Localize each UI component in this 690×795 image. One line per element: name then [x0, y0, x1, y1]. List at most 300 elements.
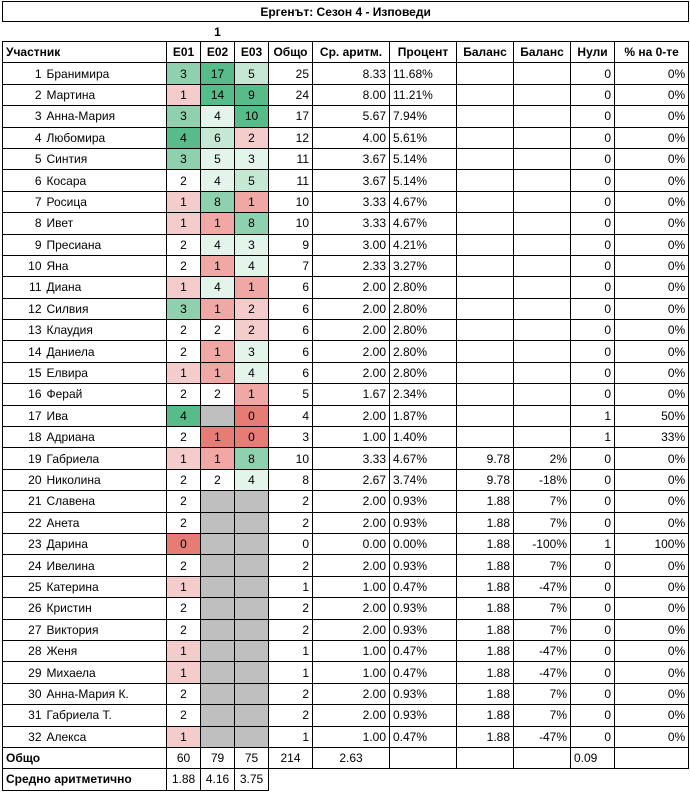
row-average: 1.00	[313, 640, 390, 661]
episode-1-count: 3	[167, 148, 201, 169]
row-total: 17	[269, 106, 313, 127]
row-total: 6	[269, 341, 313, 362]
episode-1-count: 1	[167, 191, 201, 212]
row-index: 25	[3, 576, 44, 597]
row-index: 26	[3, 598, 44, 619]
episode-1-count: 1	[167, 84, 201, 105]
row-balance-1	[457, 84, 514, 105]
row-zero-percent: 50%	[615, 405, 689, 426]
episode-2-count: 1	[201, 427, 235, 448]
row-balance-2	[514, 298, 571, 319]
header-participant: Участник	[3, 42, 167, 63]
row-balance-2: 7%	[514, 619, 571, 640]
episode-3-count	[235, 555, 269, 576]
total-sum: 214	[269, 747, 313, 768]
row-zeros: 1	[571, 405, 615, 426]
participant-row	[3, 469, 689, 490]
participant-row	[3, 84, 689, 105]
row-balance-1	[457, 170, 514, 191]
row-total: 6	[269, 298, 313, 319]
row-balance-2	[514, 255, 571, 276]
episode-1-count: 1	[167, 213, 201, 234]
row-zeros: 0	[571, 84, 615, 105]
row-balance-1: 1.88	[457, 576, 514, 597]
participant-row	[3, 234, 689, 255]
episode-2-count: 4	[201, 170, 235, 191]
participant-name: Клаудия	[44, 320, 167, 341]
episode-3-count: 5	[235, 63, 269, 84]
total-e02: 79	[201, 747, 235, 768]
participant-row	[3, 106, 689, 127]
episode-1-count: 1	[167, 640, 201, 661]
episode-2-count	[201, 662, 235, 683]
row-percent: 0.00%	[390, 533, 457, 554]
episode-2-count: 1	[201, 362, 235, 383]
participant-name: Габриела	[44, 448, 167, 469]
episode-1-count: 2	[167, 705, 201, 726]
participant-name: Синтия	[44, 148, 167, 169]
participant-name: Анета	[44, 512, 167, 533]
episode-3-count	[235, 619, 269, 640]
row-percent: 0.47%	[390, 640, 457, 661]
episode-1-count: 3	[167, 298, 201, 319]
participant-name: Габриела Т.	[44, 705, 167, 726]
row-zeros: 0	[571, 705, 615, 726]
row-percent: 2.80%	[390, 277, 457, 298]
row-percent: 2.80%	[390, 341, 457, 362]
row-balance-1: 1.88	[457, 598, 514, 619]
row-zero-percent: 0%	[615, 170, 689, 191]
episode-1-count: 3	[167, 63, 201, 84]
participant-name: Диана	[44, 277, 167, 298]
episode-3-count	[235, 640, 269, 661]
row-index: 12	[3, 298, 44, 319]
episode-1-count: 2	[167, 427, 201, 448]
row-index: 5	[3, 148, 44, 169]
participant-name: Ферай	[44, 384, 167, 405]
episode-1-count: 2	[167, 469, 201, 490]
episode-2-count: 14	[201, 84, 235, 105]
episode-1-count: 2	[167, 320, 201, 341]
row-zeros: 0	[571, 320, 615, 341]
row-balance-1	[457, 234, 514, 255]
episode-1-count: 2	[167, 255, 201, 276]
episode-3-count	[235, 533, 269, 554]
row-balance-2: 7%	[514, 512, 571, 533]
row-average: 2.00	[313, 362, 390, 383]
row-zeros: 0	[571, 148, 615, 169]
row-average: 2.67	[313, 469, 390, 490]
participant-row	[3, 298, 689, 319]
row-balance-2: 7%	[514, 555, 571, 576]
episode-2-count	[201, 491, 235, 512]
row-average: 1.00	[313, 726, 390, 747]
row-zero-percent: 0%	[615, 662, 689, 683]
averages-row	[3, 769, 689, 790]
row-percent: 0.47%	[390, 662, 457, 683]
row-zero-percent: 0%	[615, 683, 689, 704]
episode-3-count: 9	[235, 84, 269, 105]
row-average: 8.33	[313, 63, 390, 84]
row-zero-percent: 0%	[615, 469, 689, 490]
row-index: 31	[3, 705, 44, 726]
row-average: 3.33	[313, 213, 390, 234]
row-zeros: 0	[571, 191, 615, 212]
participant-row	[3, 619, 689, 640]
row-total: 11	[269, 170, 313, 191]
row-zero-percent: 0%	[615, 512, 689, 533]
episode-1-count: 2	[167, 512, 201, 533]
row-average: 3.67	[313, 148, 390, 169]
participant-row	[3, 662, 689, 683]
row-total: 6	[269, 320, 313, 341]
row-balance-1	[457, 298, 514, 319]
row-balance-2: 7%	[514, 683, 571, 704]
episode-2-count	[201, 555, 235, 576]
participant-row	[3, 512, 689, 533]
row-zero-percent: 0%	[615, 576, 689, 597]
row-zeros: 0	[571, 448, 615, 469]
participant-row	[3, 448, 689, 469]
episode-3-count: 1	[235, 277, 269, 298]
row-index: 1	[3, 63, 44, 84]
episode-3-count: 1	[235, 384, 269, 405]
row-total: 1	[269, 662, 313, 683]
row-zeros: 0	[571, 619, 615, 640]
row-balance-1	[457, 362, 514, 383]
header-zero-percent: % на 0-те	[615, 42, 689, 63]
row-zeros: 0	[571, 213, 615, 234]
row-average: 3.33	[313, 448, 390, 469]
row-average: 5.67	[313, 106, 390, 127]
average-e03: 3.75	[235, 769, 269, 790]
row-balance-2	[514, 127, 571, 148]
row-index: 20	[3, 469, 44, 490]
episode-2-count	[201, 683, 235, 704]
row-balance-2: -100%	[514, 533, 571, 554]
episode-2-count: 8	[201, 191, 235, 212]
row-percent: 0.93%	[390, 512, 457, 533]
episode-2-count: 2	[201, 469, 235, 490]
row-zeros: 1	[571, 533, 615, 554]
row-percent: 3.74%	[390, 469, 457, 490]
row-zero-percent: 100%	[615, 533, 689, 554]
row-balance-2	[514, 84, 571, 105]
episode-2-count: 1	[201, 448, 235, 469]
row-average: 3.33	[313, 191, 390, 212]
row-average: 2.00	[313, 683, 390, 704]
row-percent: 2.80%	[390, 298, 457, 319]
row-average: 2.00	[313, 405, 390, 426]
row-total: 3	[269, 427, 313, 448]
participant-name: Катерина	[44, 576, 167, 597]
row-total: 2	[269, 555, 313, 576]
row-zero-percent: 0%	[615, 705, 689, 726]
episode-1-count: 2	[167, 619, 201, 640]
row-zeros: 0	[571, 726, 615, 747]
row-balance-2	[514, 106, 571, 127]
episode-2-count: 2	[201, 384, 235, 405]
row-zeros: 0	[571, 234, 615, 255]
row-percent: 2.80%	[390, 320, 457, 341]
row-balance-1	[457, 148, 514, 169]
row-zeros: 0	[571, 277, 615, 298]
episode-2-count	[201, 598, 235, 619]
row-index: 9	[3, 234, 44, 255]
episode-3-count: 1	[235, 191, 269, 212]
row-index: 17	[3, 405, 44, 426]
episode-3-count	[235, 726, 269, 747]
participant-name: Николина	[44, 469, 167, 490]
participant-row	[3, 683, 689, 704]
row-average: 2.00	[313, 705, 390, 726]
row-zero-percent: 0%	[615, 598, 689, 619]
row-zeros: 0	[571, 662, 615, 683]
participant-name: Михаела	[44, 662, 167, 683]
episode-2-count	[201, 726, 235, 747]
participant-name: Косара	[44, 170, 167, 191]
row-total: 6	[269, 362, 313, 383]
participant-name: Ивелина	[44, 555, 167, 576]
episode-3-count	[235, 683, 269, 704]
row-zero-percent: 33%	[615, 427, 689, 448]
episode-1-count: 2	[167, 683, 201, 704]
row-balance-2	[514, 427, 571, 448]
row-index: 4	[3, 127, 44, 148]
participant-name: Виктория	[44, 619, 167, 640]
row-zero-percent: 0%	[615, 384, 689, 405]
row-index: 27	[3, 619, 44, 640]
row-index: 8	[3, 213, 44, 234]
episode-2-count: 1	[201, 213, 235, 234]
episode-3-count: 8	[235, 213, 269, 234]
episode-1-count: 1	[167, 362, 201, 383]
row-balance-2	[514, 277, 571, 298]
participant-row	[3, 640, 689, 661]
row-index: 3	[3, 106, 44, 127]
episode-2-count: 1	[201, 298, 235, 319]
episode-1-count: 4	[167, 405, 201, 426]
row-zeros: 0	[571, 384, 615, 405]
row-balance-2	[514, 341, 571, 362]
row-balance-2	[514, 213, 571, 234]
episode-3-count	[235, 491, 269, 512]
episode-3-count	[235, 705, 269, 726]
participant-row	[3, 170, 689, 191]
episode-1-count: 2	[167, 598, 201, 619]
confessions-sheet	[2, 1, 689, 791]
participant-row	[3, 127, 689, 148]
participant-name: Яна	[44, 255, 167, 276]
row-balance-1: 9.78	[457, 469, 514, 490]
participant-name: Бранимира	[44, 63, 167, 84]
row-average: 2.00	[313, 298, 390, 319]
participant-row	[3, 255, 689, 276]
participant-row	[3, 555, 689, 576]
episode-1-count: 1	[167, 726, 201, 747]
row-balance-1: 1.88	[457, 619, 514, 640]
row-zero-percent: 0%	[615, 234, 689, 255]
episode-3-count: 2	[235, 298, 269, 319]
row-zeros: 0	[571, 469, 615, 490]
row-balance-2: -47%	[514, 640, 571, 661]
episode-1-count: 1	[167, 576, 201, 597]
row-zero-percent: 0%	[615, 63, 689, 84]
row-total: 10	[269, 213, 313, 234]
header-e03: E03	[235, 42, 269, 63]
row-percent: 0.93%	[390, 705, 457, 726]
participant-row	[3, 598, 689, 619]
row-average: 1.00	[313, 427, 390, 448]
header-zeros: Нули	[571, 42, 615, 63]
totals-row	[3, 747, 689, 768]
row-index: 28	[3, 640, 44, 661]
row-zero-percent: 0%	[615, 619, 689, 640]
participant-row	[3, 63, 689, 84]
row-balance-1: 1.88	[457, 555, 514, 576]
row-balance-1	[457, 127, 514, 148]
row-percent: 0.47%	[390, 576, 457, 597]
episode-1-count: 0	[167, 533, 201, 554]
episode-1-count: 2	[167, 341, 201, 362]
episode-2-count	[201, 640, 235, 661]
row-total: 1	[269, 726, 313, 747]
row-zero-percent: 0%	[615, 84, 689, 105]
episode-3-count: 3	[235, 234, 269, 255]
row-index: 21	[3, 491, 44, 512]
row-zeros: 0	[571, 127, 615, 148]
episode-3-count	[235, 512, 269, 533]
row-percent: 5.61%	[390, 127, 457, 148]
episode-1-count: 1	[167, 448, 201, 469]
row-balance-2	[514, 320, 571, 341]
episode-2-count: 5	[201, 148, 235, 169]
row-balance-1	[457, 213, 514, 234]
episode-1-count: 1	[167, 277, 201, 298]
participant-row	[3, 277, 689, 298]
row-zeros: 0	[571, 640, 615, 661]
row-balance-1: 1.88	[457, 705, 514, 726]
header-total: Общо	[269, 42, 313, 63]
row-balance-1: 1.88	[457, 726, 514, 747]
row-balance-1	[457, 255, 514, 276]
episode-1-count: 2	[167, 491, 201, 512]
total-zeros: 0.09	[571, 747, 615, 768]
row-percent: 0.93%	[390, 619, 457, 640]
total-e03: 75	[235, 747, 269, 768]
total-average: 2.63	[313, 747, 390, 768]
row-total: 2	[269, 683, 313, 704]
row-balance-2	[514, 191, 571, 212]
episode-3-count	[235, 598, 269, 619]
row-average: 3.00	[313, 234, 390, 255]
episode-1-count: 2	[167, 384, 201, 405]
row-percent: 0.93%	[390, 555, 457, 576]
row-percent: 1.40%	[390, 427, 457, 448]
episode-2-count: 1	[201, 341, 235, 362]
averages-label: Средно аритметично	[3, 769, 167, 790]
totals-label: Общо	[3, 747, 167, 768]
participant-name: Даниела	[44, 341, 167, 362]
row-balance-2: 7%	[514, 491, 571, 512]
row-balance-2	[514, 362, 571, 383]
row-average: 1.67	[313, 384, 390, 405]
row-index: 30	[3, 683, 44, 704]
group-number-label: 1	[214, 24, 221, 39]
row-balance-2	[514, 170, 571, 191]
row-average: 2.00	[313, 491, 390, 512]
participant-name: Кристин	[44, 598, 167, 619]
participant-row	[3, 533, 689, 554]
row-index: 15	[3, 362, 44, 383]
row-zero-percent: 0%	[615, 491, 689, 512]
participant-row	[3, 213, 689, 234]
row-zeros: 0	[571, 63, 615, 84]
participant-name: Женя	[44, 640, 167, 661]
row-percent: 7.94%	[390, 106, 457, 127]
row-percent: 2.34%	[390, 384, 457, 405]
row-balance-2: 2%	[514, 448, 571, 469]
row-zero-percent: 0%	[615, 298, 689, 319]
row-balance-1	[457, 191, 514, 212]
episode-3-count	[235, 662, 269, 683]
row-percent: 0.93%	[390, 598, 457, 619]
participant-row	[3, 705, 689, 726]
row-percent: 3.27%	[390, 255, 457, 276]
episode-3-count: 10	[235, 106, 269, 127]
row-zeros: 0	[571, 576, 615, 597]
row-index: 16	[3, 384, 44, 405]
row-total: 2	[269, 598, 313, 619]
row-percent: 4.67%	[390, 191, 457, 212]
episode-3-count: 8	[235, 448, 269, 469]
row-balance-1	[457, 63, 514, 84]
sheet-title: Ергенът: Сезон 4 - Изповеди	[3, 2, 689, 22]
row-zero-percent: 0%	[615, 106, 689, 127]
row-total: 12	[269, 127, 313, 148]
row-balance-1: 9.78	[457, 448, 514, 469]
row-percent: 1.87%	[390, 405, 457, 426]
row-balance-2	[514, 148, 571, 169]
episode-3-count: 3	[235, 148, 269, 169]
episode-2-count	[201, 576, 235, 597]
episode-2-count: 17	[201, 63, 235, 84]
row-index: 7	[3, 191, 44, 212]
row-zeros: 0	[571, 106, 615, 127]
row-index: 19	[3, 448, 44, 469]
row-zero-percent: 0%	[615, 726, 689, 747]
row-zero-percent: 0%	[615, 191, 689, 212]
row-zeros: 1	[571, 427, 615, 448]
episode-3-count: 4	[235, 362, 269, 383]
episode-3-count: 2	[235, 127, 269, 148]
row-balance-1: 1.88	[457, 491, 514, 512]
row-zero-percent: 0%	[615, 640, 689, 661]
row-index: 10	[3, 255, 44, 276]
row-balance-2: -47%	[514, 662, 571, 683]
header-balance-1: Баланс	[457, 42, 514, 63]
row-balance-1: 1.88	[457, 683, 514, 704]
average-e02: 4.16	[201, 769, 235, 790]
row-total: 5	[269, 384, 313, 405]
row-total: 2	[269, 705, 313, 726]
row-index: 6	[3, 170, 44, 191]
row-total: 9	[269, 234, 313, 255]
row-balance-2: -47%	[514, 576, 571, 597]
row-balance-2: -18%	[514, 469, 571, 490]
row-zeros: 0	[571, 512, 615, 533]
episode-1-count: 1	[167, 662, 201, 683]
